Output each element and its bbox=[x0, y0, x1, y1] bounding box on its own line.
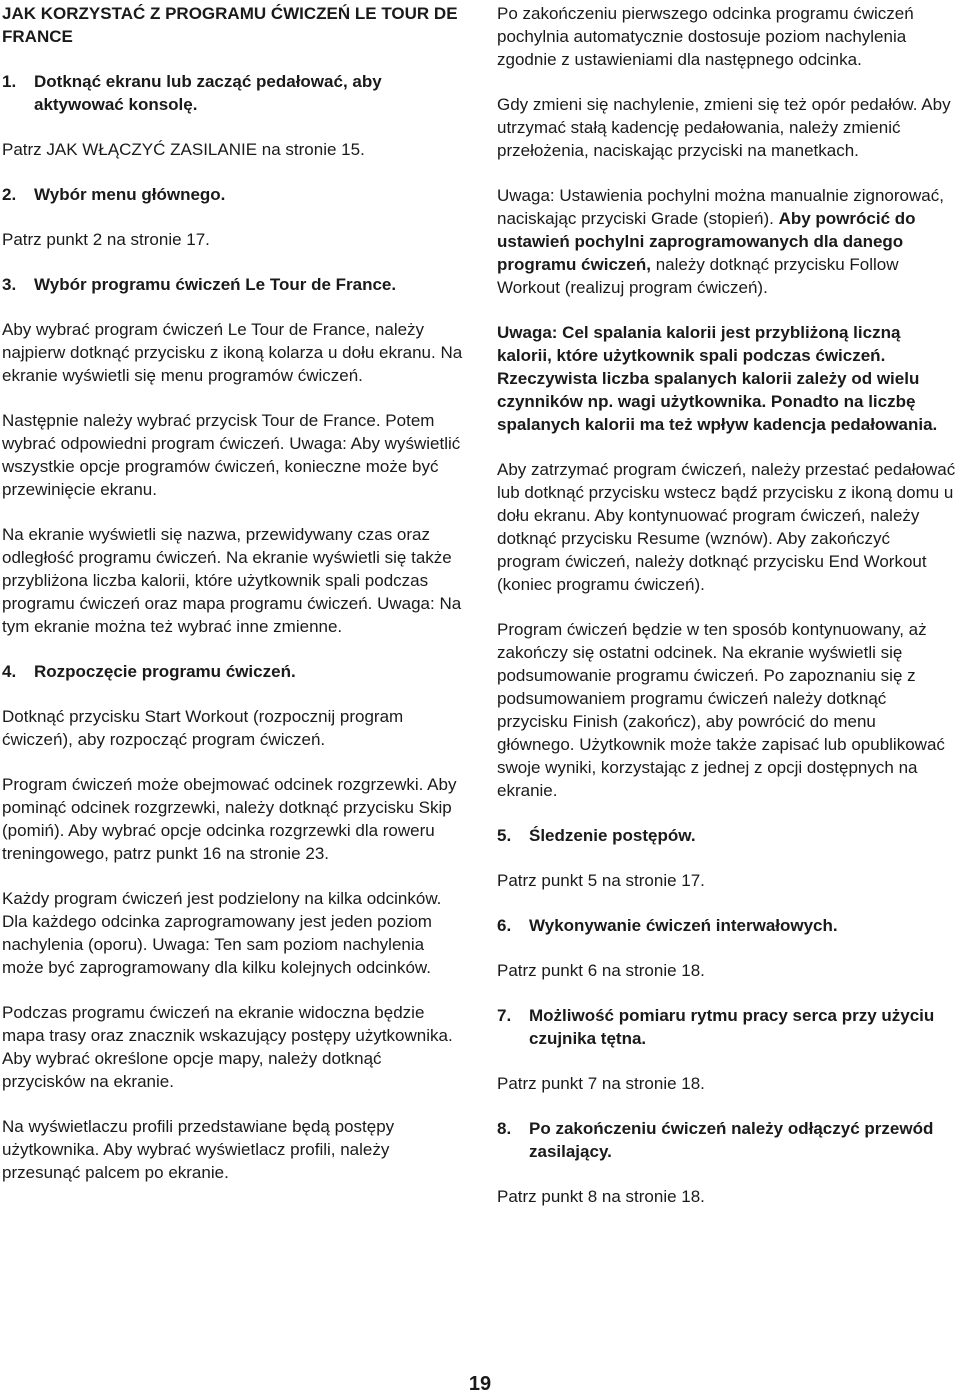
page-number: 19 bbox=[468, 1373, 492, 1395]
step-number: 2. bbox=[2, 185, 17, 204]
step-2-text: Patrz punkt 2 na stronie 17. bbox=[2, 230, 210, 249]
note-tail-text: należy dotknąć przycisku Follow Workout (realizuj program ćwiczeń). bbox=[497, 255, 899, 297]
step-6 bbox=[497, 914, 957, 937]
step-title: Śledzenie postępów. bbox=[529, 826, 696, 845]
step-title: Wybór menu głównego. bbox=[34, 185, 226, 204]
calorie-note: Uwaga: Cel spalania kalorii jest przybliżoną liczną kalorii, które użytkownik spali podczas ćwiczeń. Rzeczywista liczba spalanych kalorii zależy od wielu czynników np. wagi użytkownika. Ponadto na liczbę spalanych kalorii ma też wpływ kadencja pedałowania. bbox=[497, 323, 938, 434]
step-4-paragraph: Podczas programu ćwiczeń na ekranie widoczna będzie mapa trasy oraz znacznik wskazujący postępy użytkownika. Aby wybrać określone opcje mapy, należy dotknąć przycisków na ekranie. bbox=[2, 1003, 453, 1091]
step-3 bbox=[2, 273, 464, 296]
step-number: 5. bbox=[497, 826, 512, 845]
step-title: Dotknąć ekranu lub zacząć pedałować, aby aktywować konsolę. bbox=[34, 72, 382, 114]
step-4 bbox=[2, 660, 464, 683]
step-7 bbox=[497, 1004, 957, 1050]
note-paragraph bbox=[497, 184, 957, 299]
note-text: Uwaga: Ustawienia pochylni można manualnie zignorować, naciskając przyciski Grade (stopień). bbox=[497, 186, 944, 228]
note-bold-text: Aby powrócić do ustawień pochylni zaprogramowanych dla danego programu ćwiczeń, bbox=[497, 209, 916, 274]
step-7-text: Patrz punkt 7 na stronie 18. bbox=[497, 1074, 705, 1093]
step-4-paragraph: Dotknąć przycisku Start Workout (rozpocznij program ćwiczeń), aby rozpocząć program ćwiczeń. bbox=[2, 707, 404, 749]
step-title: Wykonywanie ćwiczeń interwałowych. bbox=[529, 916, 838, 935]
step-title: Możliwość pomiaru rytmu pracy serca przy użyciu czujnika tętna. bbox=[529, 1006, 935, 1048]
step-1-text: Patrz JAK WŁĄCZYĆ ZASILANIE na stronie 15. bbox=[2, 140, 365, 159]
step-number: 7. bbox=[497, 1006, 512, 1025]
step-number: 3. bbox=[2, 275, 17, 294]
step-4-paragraph: Program ćwiczeń może obejmować odcinek rozgrzewki. Aby pominąć odcinek rozgrzewki, należy dotknąć przycisku Skip (pomiń). Aby wybrać opcje odcinka rozgrzewki dla roweru treningowego, patrz punkt 16 na stronie 23. bbox=[2, 775, 457, 863]
step-8 bbox=[497, 1117, 957, 1163]
step-title: Rozpoczęcie programu ćwiczeń. bbox=[34, 662, 296, 681]
step-6-text: Patrz punkt 6 na stronie 18. bbox=[497, 961, 705, 980]
left-column bbox=[2, 2, 464, 1206]
step-number: 1. bbox=[2, 72, 17, 91]
step-4-paragraph: Każdy program ćwiczeń jest podzielony na kilka odcinków. Dla każdego odcinka zaprogramowany jest jeden poziom nachylenia (oporu). Uwaga: Ten sam poziom nachylenia może być zaprogramowany dla kilku kolejnych odcinków. bbox=[2, 889, 442, 977]
step-5-text: Patrz punkt 5 na stronie 17. bbox=[497, 871, 705, 890]
right-column bbox=[497, 2, 957, 1230]
step-3-paragraph: Następnie należy wybrać przycisk Tour de France. Potem wybrać odpowiedni program ćwiczeń. Uwaga: Aby wyświetlić wszystkie opcje programów ćwiczeń, konieczne może być przewinięcie ekranu. bbox=[2, 411, 461, 499]
step-title: Wybór programu ćwiczeń Le Tour de France. bbox=[34, 275, 397, 294]
step-1 bbox=[2, 70, 464, 116]
paragraph: Po zakończeniu pierwszego odcinka programu ćwiczeń pochylnia automatycznie dostosuje poziom nachylenia zgodnie z ustawieniami dla następnego odcinka. bbox=[497, 4, 914, 69]
step-number: 8. bbox=[497, 1119, 512, 1138]
step-3-paragraph: Aby wybrać program ćwiczeń Le Tour de France, należy najpierw dotknąć przycisku z ikoną kolarza u dołu ekranu. Na ekranie wyświetli się menu programów ćwiczeń. bbox=[2, 320, 463, 385]
paragraph: Aby zatrzymać program ćwiczeń, należy przestać pedałować lub dotknąć przycisku wstecz bądź przycisku z ikoną domu u dołu ekranu. Aby kontynuować program ćwiczeń, należy dotknąć przycisku Resume (wznów). Aby zakończyć program ćwiczeń, należy dotknąć przycisku End Workout (koniec programu ćwiczeń). bbox=[497, 460, 956, 594]
step-number: 4. bbox=[2, 662, 17, 681]
step-8-text: Patrz punkt 8 na stronie 18. bbox=[497, 1187, 705, 1206]
step-title: Po zakończeniu ćwiczeń należy odłączyć przewód zasilający. bbox=[529, 1119, 934, 1161]
paragraph: Gdy zmieni się nachylenie, zmieni się też opór pedałów. Aby utrzymać stałą kadencję pedałowania, należy zmienić przełożenia, naciskając przyciski na manetkach. bbox=[497, 95, 951, 160]
step-number: 6. bbox=[497, 916, 512, 935]
section-heading: JAK KORZYSTAĆ Z PROGRAMU ĆWICZEŃ LE TOUR DE FRANCE bbox=[2, 4, 458, 46]
step-5 bbox=[497, 824, 957, 847]
step-2 bbox=[2, 183, 464, 206]
step-4-paragraph: Na wyświetlaczu profili przedstawiane będą postępy użytkownika. Aby wybrać wyświetlacz profili, należy przesunąć palcem po ekranie. bbox=[2, 1117, 395, 1182]
step-3-paragraph: Na ekranie wyświetli się nazwa, przewidywany czas oraz odległość programu ćwiczeń. Na ekranie wyświetli się także przybliżona liczba kalorii, które użytkownik spali podczas programu ćwiczeń oraz mapa programu ćwiczeń. Uwaga: Na tym ekranie można też wybrać inne zmienne. bbox=[2, 525, 462, 636]
paragraph: Program ćwiczeń będzie w ten sposób kontynuowany, aż zakończy się ostatni odcinek. Na ekranie wyświetli się podsumowanie programu ćwiczeń. Po zapoznaniu się z podsumowaniem programu ćwiczeń należy dotknąć przycisku Finish (zakończ), aby powrócić do menu głównego. Użytkownik może także zapisać lub opublikować swoje wyniki, korzystając z jednej z opcji dostępnych na ekranie. bbox=[497, 620, 945, 800]
